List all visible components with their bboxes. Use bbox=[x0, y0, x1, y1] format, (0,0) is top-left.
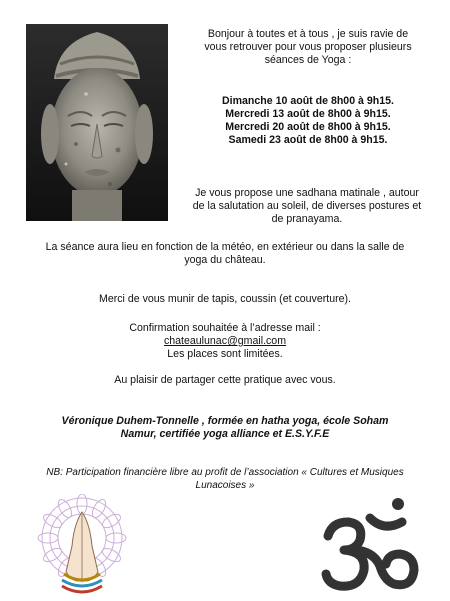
footnote-line-1: NB: Participation financière libre au profit de l’association « Cultures et Musiques bbox=[46, 467, 404, 478]
signature-line-1: Véronique Duhem-Tonnelle , formée en hatha yoga, école Soham bbox=[61, 415, 389, 427]
footnote-line-2: Lunacoises » bbox=[195, 480, 255, 491]
intro-line-1: Bonjour à toutes et à tous , je suis ravie de bbox=[207, 28, 409, 40]
signature-line-2: Namur, certifiée yoga alliance et E.S.Y.F.E bbox=[120, 428, 330, 440]
praying-hands-icon bbox=[36, 494, 128, 594]
confirmation-line: Confirmation souhaitée à l’adresse mail : bbox=[129, 322, 321, 334]
intro-text bbox=[190, 28, 426, 67]
email-link[interactable]: chateaulunac@gmail.com bbox=[163, 335, 287, 347]
location-note bbox=[12, 241, 438, 267]
sadhana-line-1: Je vous propose une sadhana matinale , autour bbox=[195, 187, 419, 199]
session-date: Samedi 23 août de 8h00 à 9h15. bbox=[228, 134, 388, 146]
intro-line-3: séances de Yoga : bbox=[264, 54, 352, 66]
session-date: Mercredi 20 août de 8h00 à 9h15. bbox=[225, 121, 391, 133]
limited-places-note: Les places sont limitées. bbox=[167, 348, 283, 360]
session-date: Mercredi 13 août de 8h00 à 9h15. bbox=[225, 108, 391, 120]
confirmation-block bbox=[12, 322, 438, 361]
intro-line-2: vous retrouver pour vous proposer plusieurs bbox=[204, 41, 412, 53]
sadhana-description bbox=[176, 187, 438, 226]
session-date: Dimanche 10 août de 8h00 à 9h15. bbox=[222, 95, 394, 107]
signature bbox=[12, 415, 438, 441]
sadhana-line-2: de la salutation au soleil, de diverses postures et bbox=[192, 200, 422, 212]
om-symbol-icon bbox=[318, 492, 428, 596]
footnote bbox=[12, 466, 438, 492]
closing-note: Au plaisir de partager cette pratique avec vous. bbox=[114, 374, 336, 386]
equipment-note: Merci de vous munir de tapis, coussin (et couverture). bbox=[99, 293, 351, 305]
sadhana-line-3: de pranayama. bbox=[271, 213, 343, 225]
location-line-1: La séance aura lieu en fonction de la météo, en extérieur ou dans la salle de bbox=[45, 241, 405, 253]
location-line-2: yoga du château. bbox=[184, 254, 266, 266]
session-dates bbox=[186, 95, 430, 147]
buddha-head-image bbox=[26, 24, 168, 221]
